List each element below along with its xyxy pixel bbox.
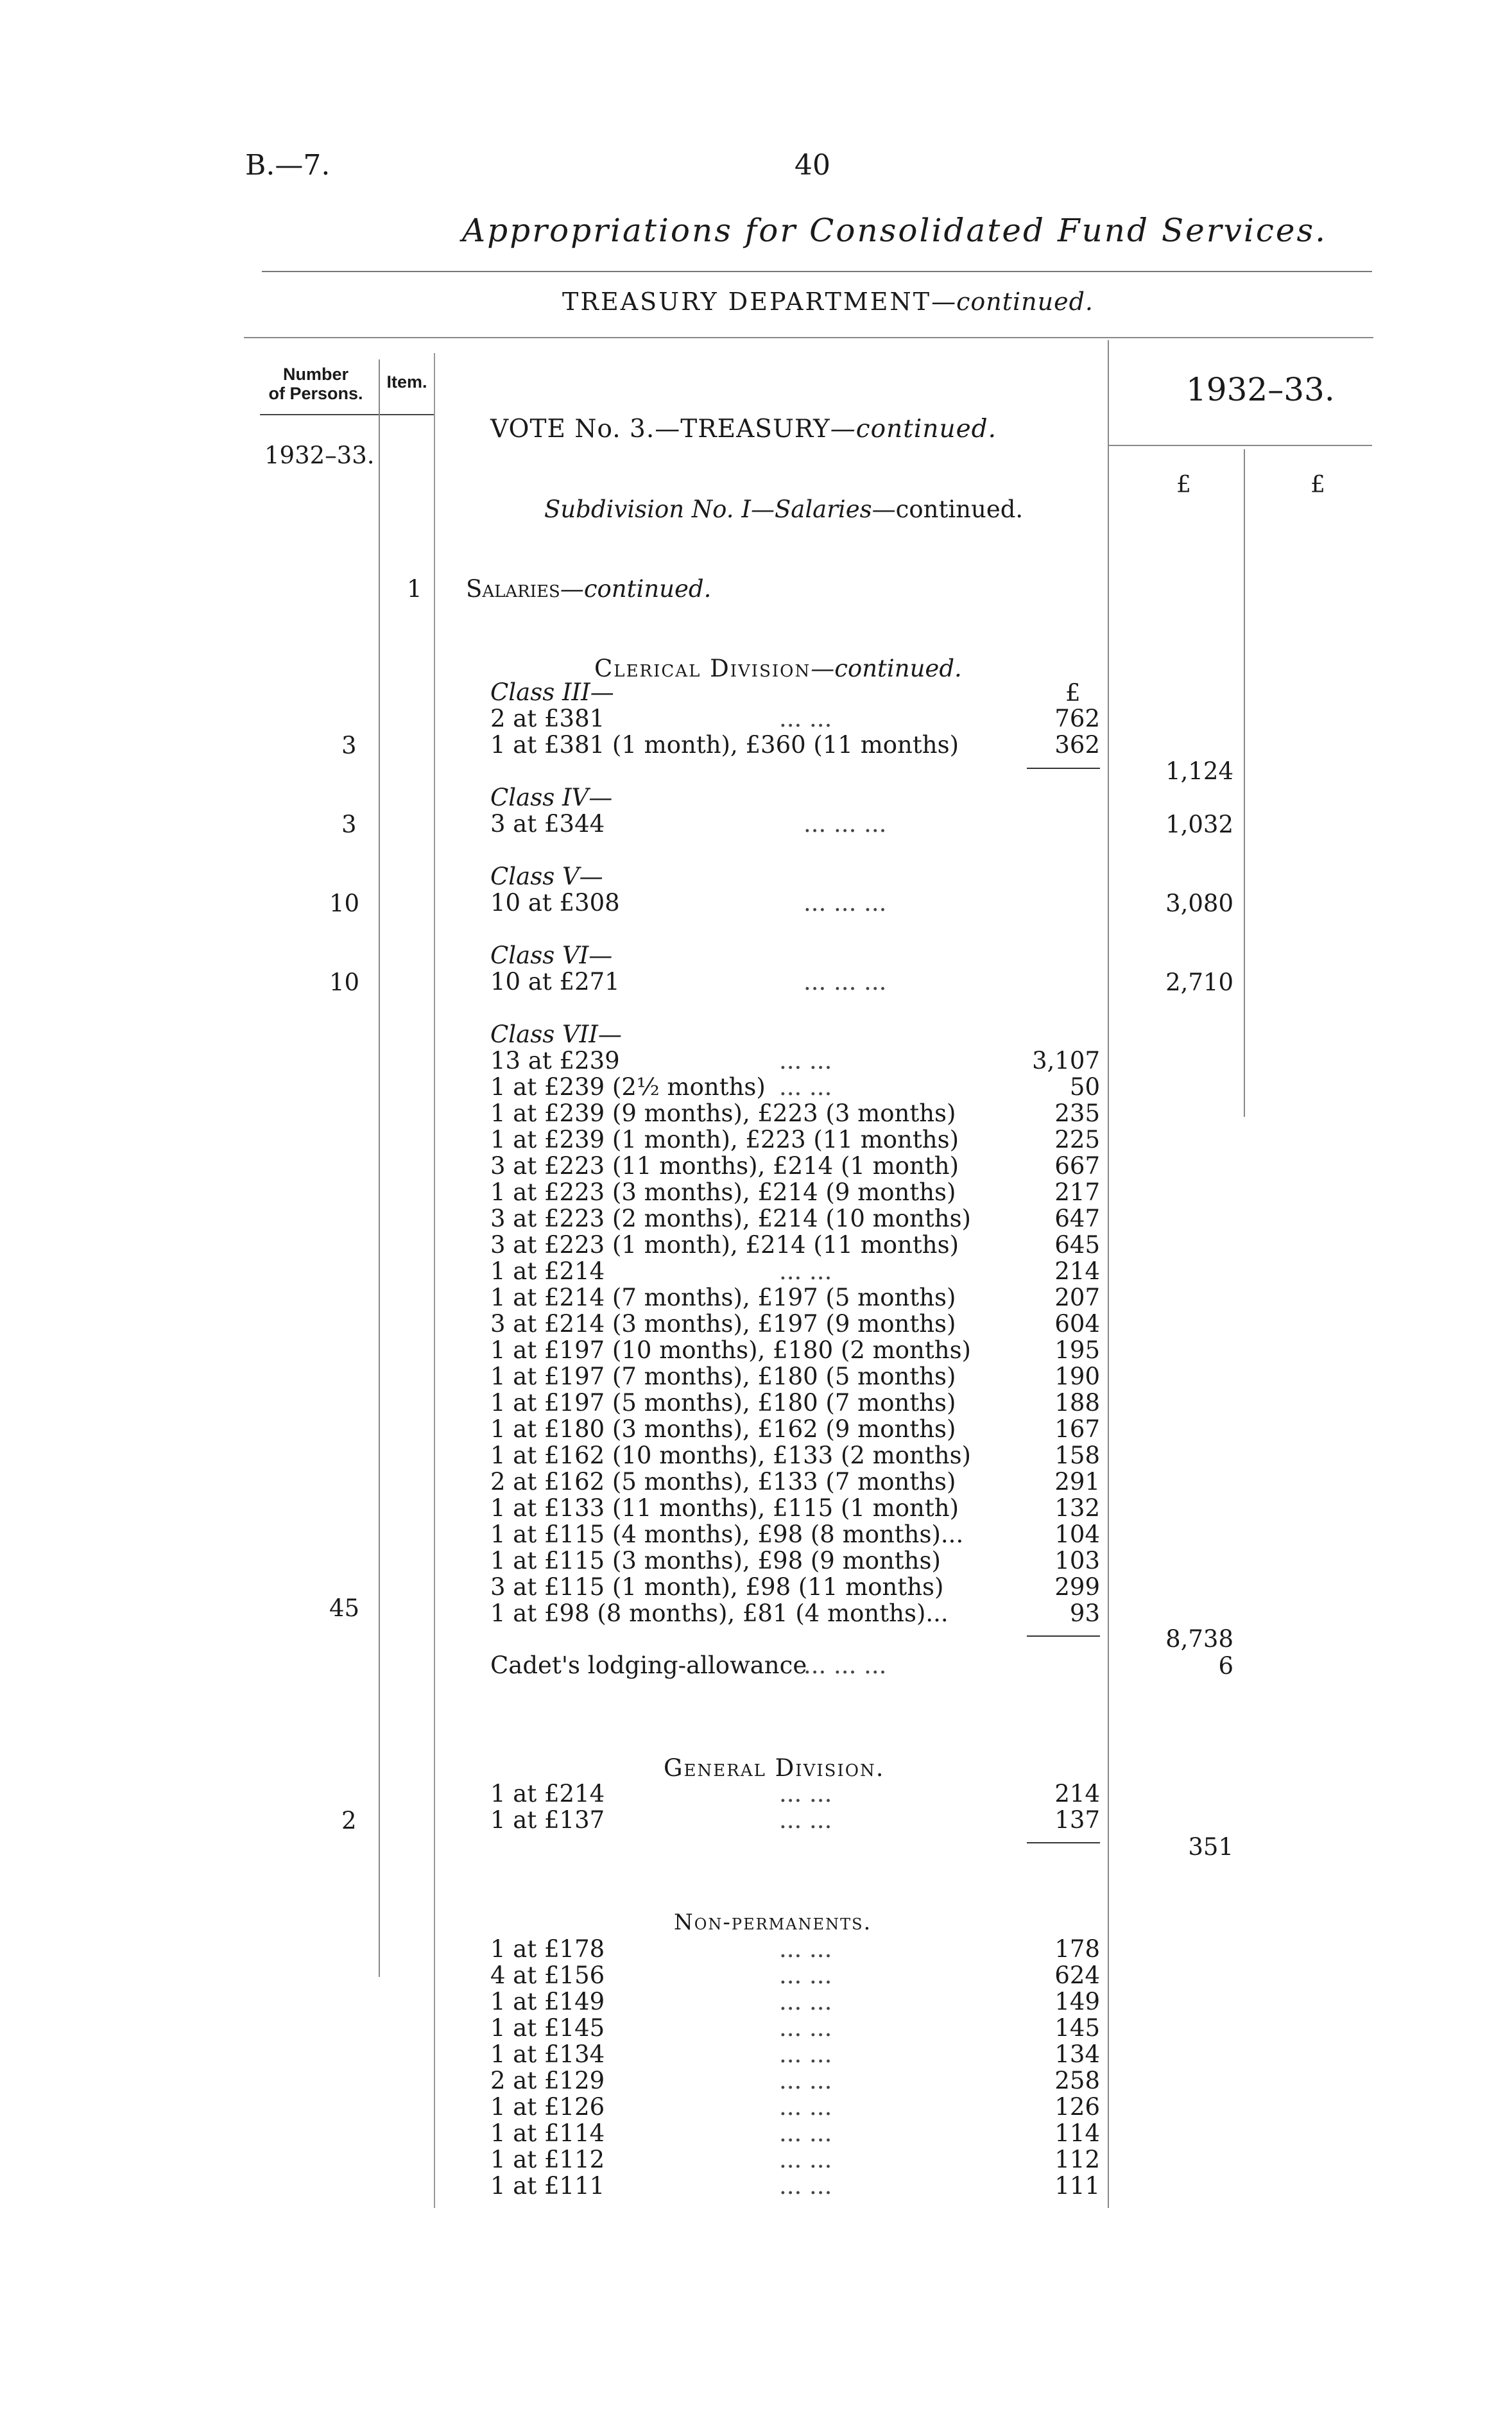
pound-header-2: £ [1310, 472, 1325, 498]
row-dots: ... ... [779, 2014, 832, 2042]
class-7-label: Class VII— [490, 1021, 622, 1048]
general-row [490, 1807, 1100, 1833]
row-dots: ... ... [779, 2093, 832, 2121]
class-5-row [490, 890, 1100, 916]
row-dots: ... ... [779, 1257, 832, 1285]
class-7-row [490, 1205, 1100, 1232]
title-rule [262, 271, 1372, 272]
class-7-row [490, 1521, 1100, 1548]
persons-column-rule [379, 359, 380, 1977]
row-text: 1 at £214 [490, 1257, 605, 1285]
total-column-rule [1244, 449, 1245, 1117]
cadet-total: 6 [1218, 1652, 1233, 1680]
page-title: Appropriations for Consolidated Fund Services. [462, 212, 1328, 249]
class-6-persons: 10 [329, 969, 360, 996]
row-text: 1 at £381 (1 month), £360 (11 months) [490, 731, 959, 759]
row-amount: 167 [1054, 1415, 1100, 1443]
row-text: 1 at £180 (3 months), £162 (9 months) [490, 1415, 956, 1443]
row-text: 1 at £133 (11 months), £115 (1 month) [490, 1494, 959, 1522]
general-sum-rule [1027, 1842, 1100, 1843]
class-5-total: 3,080 [1165, 890, 1233, 917]
row-text: 1 at £149 [490, 1988, 605, 2015]
class-7-total: 8,738 [1165, 1625, 1233, 1653]
row-text: 3 at £223 (1 month), £214 (11 months) [490, 1231, 959, 1259]
salaries-heading [466, 575, 711, 603]
row-amount: 207 [1054, 1284, 1100, 1311]
vote-title [490, 415, 997, 444]
nonperm-row [490, 1936, 1100, 1962]
item-column-rule [434, 353, 435, 2208]
row-amount: 3,107 [1032, 1047, 1100, 1074]
row-amount: 178 [1054, 1935, 1100, 1963]
class-3-row [490, 705, 1100, 732]
row-text: 1 at £239 (9 months), £223 (3 months) [490, 1100, 956, 1127]
subdivision-italic: Subdivision No. I—Salaries [544, 496, 872, 523]
row-amount: 195 [1054, 1336, 1100, 1364]
page-number: 40 [795, 149, 830, 182]
row-dots: ... ... [779, 705, 832, 732]
row-text: 4 at £156 [490, 1962, 605, 1989]
class-4-persons: 3 [341, 811, 357, 838]
header-rule-left [260, 414, 434, 415]
class-7-row [490, 1390, 1100, 1416]
row-dots: ... ... [779, 1073, 832, 1101]
row-text: 1 at £214 (7 months), £197 (5 months) [490, 1284, 956, 1311]
nonperm-row [490, 2146, 1100, 2173]
row-amount: 214 [1054, 1780, 1100, 1807]
class-3-persons: 3 [341, 732, 357, 759]
class-7-row [490, 1469, 1100, 1495]
class-6-total: 2,710 [1165, 969, 1233, 996]
class-7-row [490, 1100, 1100, 1126]
clerical-heading [594, 655, 962, 682]
row-dots: ... ... [779, 2040, 832, 2068]
subdivision-suffix: —continued. [872, 496, 1024, 523]
class-6-row [490, 969, 1100, 995]
row-amount: 762 [1054, 705, 1100, 732]
row-amount: 362 [1054, 731, 1100, 759]
document-code: B.—7. [245, 149, 331, 182]
row-amount: 299 [1054, 1573, 1100, 1601]
general-persons: 2 [341, 1807, 357, 1834]
row-amount: 158 [1054, 1442, 1100, 1469]
nonperm-row [490, 2173, 1100, 2199]
row-dots: ... ... [779, 2119, 832, 2147]
row-amount: 112 [1054, 2146, 1100, 2173]
class-7-row [490, 1232, 1100, 1258]
row-amount: 188 [1054, 1389, 1100, 1417]
row-text: 1 at £197 (7 months), £180 (5 months) [490, 1363, 956, 1390]
row-amount: 104 [1054, 1521, 1100, 1548]
class-4-row [490, 811, 1100, 837]
row-amount: 235 [1054, 1100, 1100, 1127]
nonperm-row [490, 2094, 1100, 2120]
class-7-row [490, 1416, 1100, 1442]
row-amount: 667 [1054, 1152, 1100, 1180]
general-row [490, 1781, 1100, 1807]
row-text: 2 at £162 (5 months), £133 (7 months) [490, 1468, 956, 1496]
class-4-label: Class IV— [490, 784, 613, 811]
row-dots: ... ... [779, 2172, 832, 2200]
clerical-heading-main: Clerical Division [594, 655, 811, 682]
class-3-total: 1,124 [1165, 757, 1233, 785]
row-text: 1 at £239 (2½ months) [490, 1073, 766, 1101]
row-amount: 214 [1054, 1257, 1100, 1285]
nonperm-row [490, 2067, 1100, 2094]
class-4-total: 1,032 [1165, 811, 1233, 838]
nonperm-row [490, 2120, 1100, 2146]
row-text: 1 at £112 [490, 2146, 605, 2173]
row-text: 3 at £344 [490, 810, 605, 838]
row-amount: 93 [1069, 1600, 1100, 1627]
row-amount: 111 [1054, 2172, 1100, 2200]
row-text: 10 at £308 [490, 889, 620, 917]
class-7-row [490, 1495, 1100, 1521]
row-text: 1 at £137 [490, 1806, 605, 1834]
general-heading: General Division. [664, 1754, 885, 1782]
vote-title-suffix: —continued. [830, 415, 997, 444]
row-text: Cadet's lodging-allowance [490, 1652, 807, 1679]
class-7-row [490, 1284, 1100, 1311]
class-7-row [490, 1311, 1100, 1337]
row-dots: ... ... [779, 2067, 832, 2094]
row-text: 1 at £178 [490, 1935, 605, 1963]
row-text: 1 at £145 [490, 2014, 605, 2042]
nonperm-row [490, 2015, 1100, 2041]
row-dots: ... ... [779, 1047, 832, 1074]
row-amount: 225 [1054, 1126, 1100, 1153]
row-text: 13 at £239 [490, 1047, 620, 1074]
row-text: 3 at £223 (11 months), £214 (1 month) [490, 1152, 959, 1180]
class-7-row [490, 1337, 1100, 1363]
row-amount: 647 [1054, 1205, 1100, 1232]
class-7-persons: 45 [329, 1594, 360, 1622]
table-top-rule [244, 337, 1373, 338]
row-amount: 114 [1054, 2119, 1100, 2147]
row-text: 3 at £223 (2 months), £214 (10 months) [490, 1205, 971, 1232]
row-text: 2 at £381 [490, 705, 605, 732]
item-column-header: Item. [386, 372, 427, 392]
row-text: 1 at £115 (3 months), £98 (9 months) [490, 1547, 941, 1574]
department-heading [562, 288, 1094, 316]
nonperm-heading: Non-permanents. [674, 1910, 872, 1935]
class-7-row [490, 1153, 1100, 1179]
class-7-row [490, 1574, 1100, 1600]
row-text: 10 at £271 [490, 968, 620, 996]
vote-title-main: VOTE No. 3.—TREASURY [490, 415, 830, 444]
salaries-main: Salaries [466, 575, 560, 603]
row-amount: 190 [1054, 1363, 1100, 1390]
row-amount: 258 [1054, 2067, 1100, 2094]
row-text: 1 at £223 (3 months), £214 (9 months) [490, 1178, 956, 1206]
header-rule-right [1108, 445, 1372, 446]
row-amount: 624 [1054, 1962, 1100, 1989]
row-dots: ... ... ... [803, 810, 887, 838]
row-text: 1 at £126 [490, 2093, 605, 2121]
general-total: 351 [1188, 1833, 1233, 1861]
row-dots: ... ... [779, 1988, 832, 2015]
row-text: 3 at £214 (3 months), £197 (9 months) [490, 1310, 956, 1338]
row-amount: 645 [1054, 1231, 1100, 1259]
class-7-row [490, 1600, 1100, 1626]
row-dots: ... ... ... [803, 968, 887, 996]
row-text: 1 at £214 [490, 1780, 605, 1807]
class-5-label: Class V— [490, 863, 603, 890]
amount-column-rule [1108, 340, 1109, 2208]
row-dots: ... ... ... [803, 1652, 887, 1679]
item-number: 1 [407, 575, 422, 603]
row-text: 1 at £197 (5 months), £180 (7 months) [490, 1389, 956, 1417]
row-dots: ... ... [779, 1806, 832, 1834]
row-amount: 137 [1054, 1806, 1100, 1834]
row-amount: 103 [1054, 1547, 1100, 1574]
class-7-row [490, 1074, 1100, 1100]
row-amount: 291 [1054, 1468, 1100, 1496]
cadet-row [490, 1652, 1100, 1678]
row-dots: ... ... [779, 1935, 832, 1963]
row-amount: 145 [1054, 2014, 1100, 2042]
row-dots: ... ... [779, 1780, 832, 1807]
salaries-suffix: —continued. [560, 575, 712, 603]
class-3-row [490, 732, 1100, 758]
row-text: 1 at £239 (1 month), £223 (11 months) [490, 1126, 959, 1153]
nonperm-row [490, 1962, 1100, 1988]
class-3-label: Class III— [490, 678, 614, 706]
row-dots: ... ... ... [803, 889, 887, 917]
persons-column-header: Number of Persons. [268, 365, 363, 403]
row-text: 1 at £98 (8 months), £81 (4 months)... [490, 1600, 949, 1627]
row-text: 3 at £115 (1 month), £98 (11 months) [490, 1573, 944, 1601]
year-column-header: 1932–33. [1186, 371, 1335, 408]
department-main: TREASURY DEPARTMENT [562, 288, 932, 316]
row-text: 1 at £197 (10 months), £180 (2 months) [490, 1336, 971, 1364]
row-text: 1 at £134 [490, 2040, 605, 2068]
row-text: 2 at £129 [490, 2067, 605, 2094]
class-7-row [490, 1442, 1100, 1469]
clerical-heading-suffix: —continued. [811, 655, 962, 682]
subdivision-title [544, 496, 1023, 523]
row-amount: 126 [1054, 2093, 1100, 2121]
clerical-pound-header: £ [1065, 679, 1081, 707]
pound-header-1: £ [1176, 472, 1191, 498]
row-dots: ... ... [779, 1962, 832, 1989]
row-amount: 149 [1054, 1988, 1100, 2015]
row-amount: 50 [1069, 1073, 1100, 1101]
class-5-persons: 10 [329, 890, 360, 917]
row-amount: 134 [1054, 2040, 1100, 2068]
persons-year: 1932–33. [264, 442, 375, 469]
class-7-row [490, 1363, 1100, 1390]
nonperm-row [490, 2041, 1100, 2067]
class-7-row [490, 1126, 1100, 1153]
row-text: 1 at £115 (4 months), £98 (8 months)... [490, 1521, 964, 1548]
nonperm-row [490, 1988, 1100, 2015]
row-amount: 217 [1054, 1178, 1100, 1206]
class-7-row [490, 1179, 1100, 1205]
department-suffix: —continued. [931, 288, 1094, 316]
row-amount: 132 [1054, 1494, 1100, 1522]
class-7-row [490, 1548, 1100, 1574]
class-3-sum-rule [1027, 768, 1100, 769]
class-7-row [490, 1258, 1100, 1284]
row-text: 1 at £111 [490, 2172, 605, 2200]
row-dots: ... ... [779, 2146, 832, 2173]
row-text: 1 at £162 (10 months), £133 (2 months) [490, 1442, 971, 1469]
row-amount: 604 [1054, 1310, 1100, 1338]
class-6-label: Class VI— [490, 942, 613, 969]
row-text: 1 at £114 [490, 2119, 605, 2147]
class-7-sum-rule [1027, 1635, 1100, 1637]
class-7-row [490, 1048, 1100, 1074]
